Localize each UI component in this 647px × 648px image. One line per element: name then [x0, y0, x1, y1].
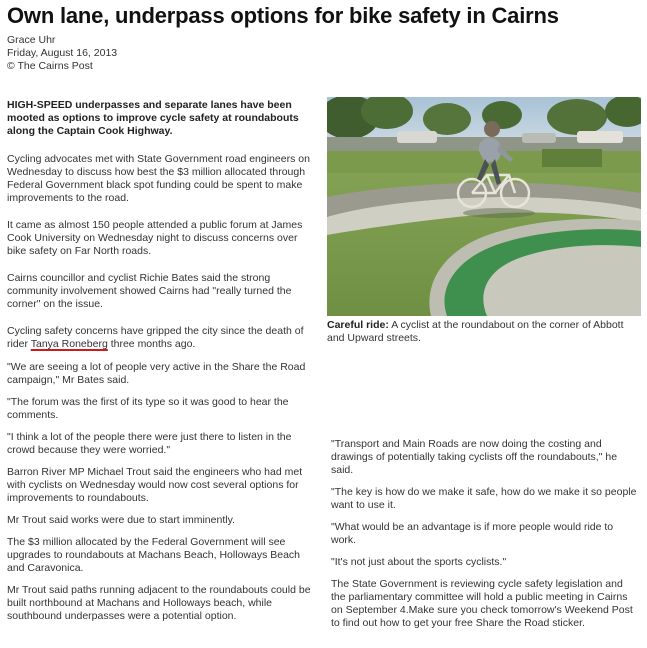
paragraph: "The key is how do we make it safe, how do we make it so people want to use it. — [331, 486, 637, 511]
article-title: Own lane, underpass options for bike safety in Cairns — [7, 3, 559, 28]
author: Grace Uhr — [7, 34, 56, 46]
source: © The Cairns Post — [7, 60, 93, 72]
paragraph: "It's not just about the sports cyclists." — [331, 556, 507, 568]
paragraph: "The forum was the first of its type so it was good to hear the comments. — [7, 396, 289, 421]
caption-text: A cyclist at the roundabout on the corner of Abbott and Upward streets. — [327, 319, 624, 344]
paragraph: "We are seeing a lot of people very active in the Share the Road campaign," Mr Bates said. — [7, 361, 306, 386]
paragraph: "I think a lot of the people there were just there to listen in the crowd because they were worried." — [7, 431, 292, 456]
paragraph: The State Government is reviewing cycle safety legislation and the parliamentary committee will hold a public meeting in Cairns on September 4.Make sure you check tomorrow's Weekend Post to find out how to get your free Share the Road sticker. — [331, 578, 633, 629]
paragraph: Barron River MP Michael Trout said the engineers who had met with cyclists on Wednesday would now cost several options for improvements to roundabouts. — [7, 466, 303, 504]
paragraph: Mr Trout said paths running adjacent to the roundabouts could be built northbound at Machans and Holloways beach, while southbound underpasses were a potential option. — [7, 584, 311, 622]
paragraph — [7, 325, 319, 351]
photo-caption — [327, 319, 641, 345]
paragraph: "Transport and Main Roads are now doing the costing and drawings of potentially taking cyclists off the roundabouts," he said. — [331, 438, 618, 476]
lead-paragraph: HIGH-SPEED underpasses and separate lanes have been mooted as options to improve cycle safety at roundabouts along the Captain Cook Highway. — [7, 99, 299, 137]
paragraph: It came as almost 150 people attended a public forum at James Cook University on Wednesday night to discuss concerns over bike safety on Far North roads. — [7, 219, 303, 257]
paragraph: The $3 million allocated by the Federal Government will see upgrades to roundabouts at Machans Beach, Holloways Beach and Caravonica. — [7, 536, 301, 574]
right-column — [331, 438, 640, 630]
paragraph-text: three months ago. — [107, 338, 196, 350]
article-photo — [327, 97, 641, 316]
paragraph: "What would be an advantage is if more people would ride to work. — [331, 521, 614, 546]
paragraph-text: Cycling safety concerns have gripped the city since the death of rider — [7, 325, 304, 350]
caption-label: Careful ride: — [327, 319, 389, 331]
paragraph: Mr Trout said works were due to start imminently. — [7, 514, 235, 526]
highlighted-name: Tanya Roneberg — [30, 338, 108, 350]
left-column — [7, 99, 319, 623]
publish-date: Friday, August 16, 2013 — [7, 47, 118, 59]
paragraph: Cycling advocates met with State Government road engineers on Wednesday to discuss how best the $3 million allocated through Federal Government black spot funding could be spent to make improvements to the road. — [7, 153, 310, 204]
paragraph: Cairns councillor and cyclist Richie Bates said the strong community involvement showed Cairns had "really turned the corner" on the issue. — [7, 272, 292, 310]
article-meta — [7, 34, 117, 73]
